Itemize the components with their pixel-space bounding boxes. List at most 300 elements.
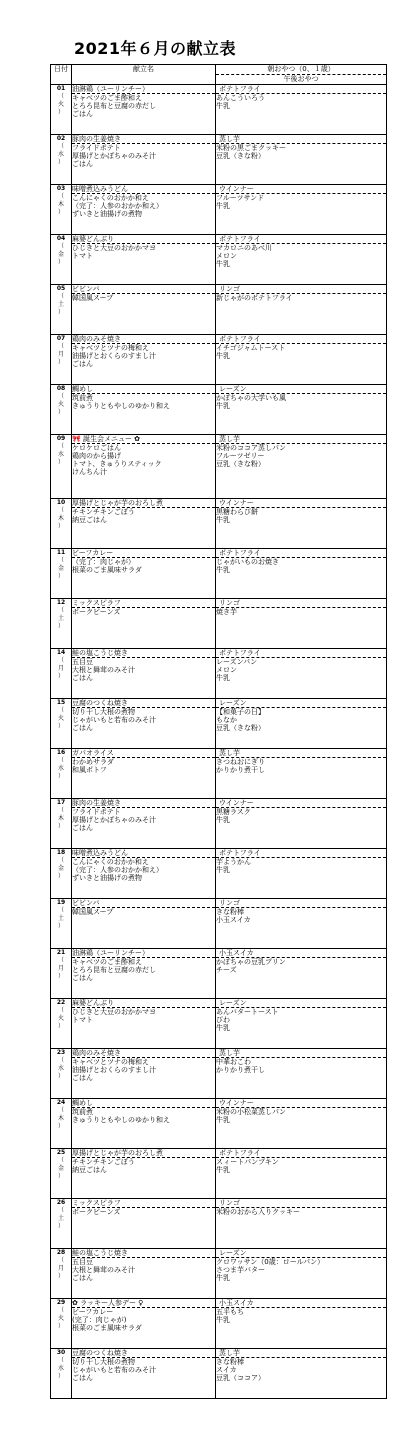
afternoon-snack: 牛乳	[216, 102, 230, 110]
afternoon-snack: 牛乳	[216, 1166, 230, 1174]
date-cell	[51, 435, 72, 499]
table-row	[51, 899, 387, 949]
menu-item: キャベツのごま酢和え	[72, 94, 142, 102]
table-row	[51, 649, 387, 699]
afternoon-snack: 豆乳（きな粉）	[216, 152, 265, 160]
morning-snack-header: 朝おやつ（0、１歳）	[216, 65, 386, 75]
weekday-paren: ）	[57, 1373, 64, 1380]
weekday-paren: （	[57, 857, 64, 864]
weekday-paren: （	[57, 907, 64, 914]
menu-cell	[72, 1349, 216, 1399]
table-row	[51, 85, 387, 135]
menu-cell	[72, 1099, 216, 1149]
table-row	[51, 135, 387, 185]
afternoon-snack: さつま芋バター	[216, 1266, 265, 1274]
menu-item: 大根と舞茸のみそ汁	[72, 666, 135, 674]
date-cell	[51, 849, 72, 899]
day-number: 09	[56, 435, 66, 442]
menu-item: 五目豆	[72, 658, 93, 666]
weekday-paren: （	[57, 1157, 64, 1164]
date-cell	[51, 335, 72, 385]
menu-cell	[72, 435, 216, 499]
afternoon-snack: 牛乳	[216, 674, 230, 682]
afternoon-snack: スイカ	[216, 1366, 237, 1374]
afternoon-snack: 新じゃがのポテトフライ	[216, 294, 293, 302]
afternoon-snack: メロン	[216, 252, 237, 260]
afternoon-snack: かぼちゃの大学いも風	[216, 394, 286, 402]
weekday: 土	[57, 1215, 64, 1222]
menu-item: 鶏肉のみそ焼き	[72, 1049, 215, 1058]
menu-cell	[72, 899, 216, 949]
weekday-paren: ）	[57, 1023, 64, 1030]
snack-cell	[216, 335, 387, 385]
afternoon-snack: 豆乳（ココア）	[216, 1374, 265, 1382]
afternoon-snack: 五平もち	[216, 1308, 244, 1316]
weekday-paren: （	[57, 193, 64, 200]
menu-item: ごはん	[72, 974, 93, 982]
morning-snack: ポテトフライ	[216, 235, 386, 244]
menu-item: ポークビーンズ	[72, 608, 121, 616]
menu-item: 厚揚げとじゃが芋のおろし煮	[72, 1149, 215, 1158]
weekday-paren: ）	[57, 723, 64, 730]
snack-cell	[216, 385, 387, 435]
menu-item: ポークビーンズ	[72, 1208, 121, 1216]
date-cell	[51, 499, 72, 549]
date-cell	[51, 285, 72, 335]
afternoon-snack: 黒糖わらび餅	[216, 508, 258, 516]
menu-item: 油揚げとおくらのすまし汁	[72, 1066, 156, 1074]
day-number: 22	[56, 999, 66, 1006]
snack-cell	[216, 699, 387, 749]
day-number: 04	[56, 235, 66, 242]
snack-cell	[216, 899, 387, 949]
afternoon-snack: レーズンパン	[216, 658, 258, 666]
snack-cell	[216, 749, 387, 799]
menu-item: 豆腐のつくね焼き	[72, 1349, 215, 1358]
weekday-paren: （	[57, 557, 64, 564]
afternoon-snack: 牛乳	[216, 202, 230, 210]
weekday: 水	[57, 151, 64, 158]
day-number: 07	[56, 335, 66, 342]
menu-cell	[72, 549, 216, 599]
weekday-paren: （	[57, 707, 64, 714]
weekday: 火	[57, 401, 64, 408]
afternoon-snack: チーズ	[216, 966, 237, 974]
weekday-paren: （	[57, 393, 64, 400]
date-cell	[51, 135, 72, 185]
day-number: 23	[56, 1049, 66, 1056]
menu-item: 納豆ごはん	[72, 1166, 107, 1174]
menu-item: ごはん	[72, 110, 93, 118]
menu-item: トマト	[72, 252, 93, 260]
weekday-paren: ）	[57, 209, 64, 216]
date-cell	[51, 799, 72, 849]
day-number: 08	[56, 385, 66, 392]
date-cell	[51, 549, 72, 599]
weekday-paren: （	[57, 1007, 64, 1014]
snack-cell	[216, 285, 387, 335]
snack-cell	[216, 1249, 387, 1299]
snack-cell	[216, 549, 387, 599]
date-cell	[51, 1099, 72, 1149]
snack-cell	[216, 85, 387, 135]
menu-item: 油淋鶏（ユーリンチー）	[72, 949, 215, 958]
snack-cell	[216, 1299, 387, 1349]
day-number: 17	[56, 799, 66, 806]
table-row	[51, 1199, 387, 1249]
table-row	[51, 1299, 387, 1349]
afternoon-snack: 牛乳	[216, 516, 230, 524]
day-number: 10	[56, 499, 66, 506]
morning-snack: レーズン	[216, 999, 386, 1008]
weekday-paren: ）	[57, 823, 64, 830]
day-number: 03	[56, 185, 66, 192]
weekday-paren: （	[57, 1257, 64, 1264]
day-number: 02	[56, 135, 66, 142]
menu-item: 鯛めし	[72, 385, 215, 394]
menu-cell	[72, 1249, 216, 1299]
menu-item: 切り干し大根の煮物	[72, 708, 135, 716]
weekday-paren: （	[57, 1107, 64, 1114]
snack-cell	[216, 185, 387, 235]
menu-item: キャベツとツナの梅和え	[72, 344, 149, 352]
snack-cell	[216, 849, 387, 899]
menu-cell	[72, 285, 216, 335]
afternoon-snack: 米粉のおから入りクッキー	[216, 1208, 300, 1216]
weekday-paren: （	[57, 293, 64, 300]
weekday: 金	[57, 565, 64, 572]
menu-cell	[72, 1049, 216, 1099]
afternoon-snack: 牛乳	[216, 260, 230, 268]
weekday: 火	[57, 1315, 64, 1322]
menu-item: ビーフカレー	[72, 1308, 114, 1316]
weekday: 木	[57, 1115, 64, 1122]
afternoon-snack: 豆乳（きな粉）	[216, 724, 265, 732]
menu-item: フライドポテト	[72, 808, 121, 816]
weekday: 水	[57, 765, 64, 772]
menu-item: とろろ昆布と豆腐の赤だし	[72, 966, 156, 974]
afternoon-snack: あんこういろう	[216, 94, 265, 102]
weekday-paren: （	[57, 607, 64, 614]
menu-item: チキンチキンごぼう	[72, 508, 135, 516]
menu-item: ごはん	[72, 724, 93, 732]
menu-item: キャベツとツナの梅和え	[72, 1058, 149, 1066]
menu-item: ずいきと油揚げの煮物	[72, 210, 142, 218]
morning-snack: 小玉スイカ	[216, 1299, 386, 1308]
menu-item: 筑前煮	[72, 394, 93, 402]
snack-cell	[216, 599, 387, 649]
day-number: 25	[56, 1149, 66, 1156]
snack-cell	[216, 1349, 387, 1399]
day-number: 29	[56, 1299, 66, 1306]
date-cell	[51, 385, 72, 435]
menu-item: ごはん	[72, 674, 93, 682]
afternoon-snack: 【和菓子の日】	[216, 708, 265, 716]
weekday-paren: ）	[57, 259, 64, 266]
menu-cell	[72, 749, 216, 799]
menu-cell	[72, 135, 216, 185]
menu-item: ずいきと油揚げの煮物	[72, 874, 142, 882]
table-row	[51, 335, 387, 385]
morning-snack: 蒸し芋	[216, 135, 386, 144]
weekday-paren: ）	[57, 623, 64, 630]
menu-item: 味噌煮込みうどん	[72, 185, 215, 194]
afternoon-snack: メロン	[216, 666, 237, 674]
menu-item: ごはん	[72, 1274, 93, 1282]
table-row	[51, 599, 387, 649]
afternoon-snack: かぼちゃの豆乳プリン	[216, 958, 286, 966]
table-row	[51, 235, 387, 285]
afternoon-snack: かりかり煮干し	[216, 766, 265, 774]
weekday-paren: （	[57, 507, 64, 514]
table-row	[51, 385, 387, 435]
table-row	[51, 799, 387, 849]
afternoon-snack: クロワッサン（0歳：ロールパン）	[216, 1258, 325, 1266]
weekday: 水	[57, 451, 64, 458]
weekday-paren: ）	[57, 1123, 64, 1130]
table-row	[51, 1049, 387, 1099]
menu-item: 豚肉の生姜焼き	[72, 799, 215, 808]
menu-item: ごはん	[72, 1074, 93, 1082]
morning-snack: リンゴ	[216, 599, 386, 608]
weekday: 水	[57, 1065, 64, 1072]
afternoon-snack: 牛乳	[216, 1024, 230, 1032]
weekday-paren: （	[57, 93, 64, 100]
afternoon-snack: フルーツサンド	[216, 194, 265, 202]
afternoon-snack: 米粉のココア蒸しパン	[216, 444, 286, 452]
menu-item: （完了：人参のおかか和え）	[72, 866, 163, 874]
menu-item: ガパオライス	[72, 749, 215, 758]
morning-snack: 蒸し芋	[216, 435, 386, 444]
weekday-paren: ）	[57, 773, 64, 780]
weekday-paren: ）	[57, 923, 64, 930]
weekday: 金	[57, 865, 64, 872]
weekday-paren: ）	[57, 409, 64, 416]
morning-snack: ポテトフライ	[216, 85, 386, 94]
menu-item: 鮭の塩こうじ焼き	[72, 649, 215, 658]
day-number: 30	[56, 1349, 66, 1356]
weekday: 木	[57, 515, 64, 522]
weekday-paren: （	[57, 807, 64, 814]
date-cell	[51, 649, 72, 699]
morning-snack: レーズン	[216, 385, 386, 394]
snack-cell	[216, 135, 387, 185]
menu-item: 鮭の塩こうじ焼き	[72, 1249, 215, 1258]
weekday-paren: （	[57, 1357, 64, 1364]
weekday-paren: ）	[57, 109, 64, 116]
weekday-paren: ）	[57, 1223, 64, 1230]
menu-item: 油淋鶏（ユーリンチー）	[72, 85, 215, 94]
weekday: 火	[57, 101, 64, 108]
menu-cell	[72, 335, 216, 385]
menu-item: 麻婆どんぶり	[72, 999, 215, 1008]
table-row	[51, 949, 387, 999]
afternoon-snack: 牛乳	[216, 816, 230, 824]
menu-cell	[72, 949, 216, 999]
menu-item: 切り干し大根の煮物	[72, 1358, 135, 1366]
afternoon-snack: 小玉スイカ	[216, 916, 251, 924]
date-cell	[51, 235, 72, 285]
morning-snack: ウインナー	[216, 499, 386, 508]
weekday-paren: （	[57, 343, 64, 350]
table-row	[51, 1249, 387, 1299]
snack-cell	[216, 799, 387, 849]
afternoon-snack: フルーツゼリー	[216, 452, 265, 460]
date-cell	[51, 1249, 72, 1299]
afternoon-snack: 牛乳	[216, 1274, 230, 1282]
afternoon-snack: じゃがいものお焼き	[216, 558, 279, 566]
date-cell	[51, 1199, 72, 1249]
menu-cell	[72, 499, 216, 549]
afternoon-snack: 焼き芋	[216, 608, 237, 616]
menu-item: けんちん汁	[72, 468, 107, 476]
snack-cell	[216, 649, 387, 699]
menu-item: 納豆ごはん	[72, 516, 107, 524]
weekday-paren: ）	[57, 159, 64, 166]
weekday-paren: ）	[57, 1173, 64, 1180]
menu-item: とろろ昆布と豆腐の赤だし	[72, 102, 156, 110]
menu-item: ✿ ラッキー人参デー ♀	[72, 1299, 215, 1308]
menu-item: 五目豆	[72, 1258, 93, 1266]
afternoon-snack: 芋ようかん	[216, 858, 251, 866]
weekday: 月	[57, 1265, 64, 1272]
weekday: 木	[57, 815, 64, 822]
weekday-paren: ）	[57, 1323, 64, 1330]
menu-item: 鯛めし	[72, 1099, 215, 1108]
menu-item: 和風ポトフ	[72, 766, 107, 774]
menu-item: ミックスピラフ	[72, 1199, 215, 1208]
weekday-paren: ）	[57, 359, 64, 366]
date-cell	[51, 1299, 72, 1349]
menu-item: ビーフカレー	[72, 549, 215, 558]
date-cell	[51, 185, 72, 235]
weekday-paren: （	[57, 243, 64, 250]
day-number: 21	[56, 949, 66, 956]
afternoon-snack: あんバタートースト	[216, 1008, 279, 1016]
menu-cell	[72, 999, 216, 1049]
page-title: 2021年６月の献立表	[74, 39, 237, 58]
menu-item: こんにゃくのおかか和え	[72, 194, 149, 202]
menu-cell	[72, 599, 216, 649]
menu-item: 筑前煮	[72, 1108, 93, 1116]
day-number: 18	[56, 849, 66, 856]
day-number: 11	[56, 549, 66, 556]
date-cell	[51, 999, 72, 1049]
date-cell	[51, 599, 72, 649]
day-number: 15	[56, 699, 66, 706]
morning-snack: ウインナー	[216, 185, 386, 194]
snack-cell	[216, 949, 387, 999]
menu-item: ミックスピラフ	[72, 599, 215, 608]
menu-cell	[72, 849, 216, 899]
date-cell	[51, 749, 72, 799]
snack-cell	[216, 1199, 387, 1249]
menu-header: 献立名	[72, 65, 216, 85]
menu-cell	[72, 235, 216, 285]
menu-item: 根菜のごま風味サラダ	[72, 1324, 142, 1332]
day-number: 16	[56, 749, 66, 756]
morning-snack: レーズン	[216, 699, 386, 708]
menu-cell	[72, 649, 216, 699]
morning-snack: ポテトフライ	[216, 849, 386, 858]
afternoon-snack: びわ	[216, 1016, 230, 1024]
table-row	[51, 1149, 387, 1199]
menu-item: 韓国風スープ	[72, 294, 114, 302]
day-number: 05	[56, 285, 66, 292]
weekday-paren: （	[57, 957, 64, 964]
menu-item: （完了：肉じゃが）	[72, 558, 135, 566]
snack-cell	[216, 499, 387, 549]
menu-item: 厚揚げとじゃが芋のおろし煮	[72, 499, 215, 508]
morning-snack: 蒸し芋	[216, 1049, 386, 1058]
menu-item: 豆腐のつくね焼き	[72, 699, 215, 708]
menu-item: 大根と舞茸のみそ汁	[72, 1266, 135, 1274]
morning-snack: 小玉スイカ	[216, 949, 386, 958]
menu-item: じゃがいもと若布のみそ汁	[72, 716, 156, 724]
table-row	[51, 549, 387, 599]
weekday: 土	[57, 301, 64, 308]
day-number: 14	[56, 649, 66, 656]
afternoon-snack: 豆乳（きな粉）	[216, 460, 265, 468]
afternoon-snack: 中華おこわ	[216, 1058, 251, 1066]
morning-snack: リンゴ	[216, 899, 386, 908]
morning-snack: ポテトフライ	[216, 1149, 386, 1158]
menu-item: トマト、きゅうりスティック	[72, 460, 162, 468]
afternoon-snack: 米粉の黒ごまクッキー	[216, 144, 286, 152]
afternoon-snack: もなか	[216, 716, 237, 724]
menu-item: キャベツのごま酢和え	[72, 958, 142, 966]
table-row	[51, 1349, 387, 1399]
snack-cell	[216, 999, 387, 1049]
morning-snack: ウインナー	[216, 799, 386, 808]
weekday: 土	[57, 915, 64, 922]
menu-item: ケロケロごはん	[72, 444, 121, 452]
menu-item: (完了：肉じゃが)	[72, 1316, 127, 1324]
snack-header	[216, 65, 387, 85]
weekday: 月	[57, 665, 64, 672]
snack-cell	[216, 1049, 387, 1099]
day-number: 19	[56, 899, 66, 906]
menu-item: （完了：人参のおかか和え）	[72, 202, 163, 210]
menu-item: 鶏肉のみそ焼き	[72, 335, 215, 344]
morning-snack: リンゴ	[216, 285, 386, 294]
table-row	[51, 1099, 387, 1149]
morning-snack: ウインナー	[216, 1099, 386, 1108]
morning-snack: ポテトフライ	[216, 649, 386, 658]
day-number: 12	[56, 599, 66, 606]
menu-item: 鶏肉のから揚げ	[72, 452, 121, 460]
snack-cell	[216, 1099, 387, 1149]
morning-snack: 蒸し芋	[216, 749, 386, 758]
date-cell	[51, 1349, 72, 1399]
morning-snack: 蒸し芋	[216, 1349, 386, 1358]
menu-cell	[72, 385, 216, 435]
afternoon-snack: 牛乳	[216, 1316, 230, 1324]
weekday: 月	[57, 965, 64, 972]
menu-item: チキンチキンごぼう	[72, 1158, 135, 1166]
menu-rows	[51, 85, 387, 1399]
afternoon-snack: きな粉棒	[216, 908, 244, 916]
weekday-paren: （	[57, 657, 64, 664]
menu-item: フライドポテト	[72, 144, 121, 152]
menu-cell	[72, 799, 216, 849]
menu-item: じゃがいもと若布のみそ汁	[72, 1366, 156, 1374]
menu-item: ひじきと大豆のおかかマヨ	[72, 244, 156, 252]
afternoon-snack: スィートパンプキン	[216, 1158, 279, 1166]
menu-cell	[72, 185, 216, 235]
day-number: 24	[56, 1099, 66, 1106]
weekday: 金	[57, 1165, 64, 1172]
